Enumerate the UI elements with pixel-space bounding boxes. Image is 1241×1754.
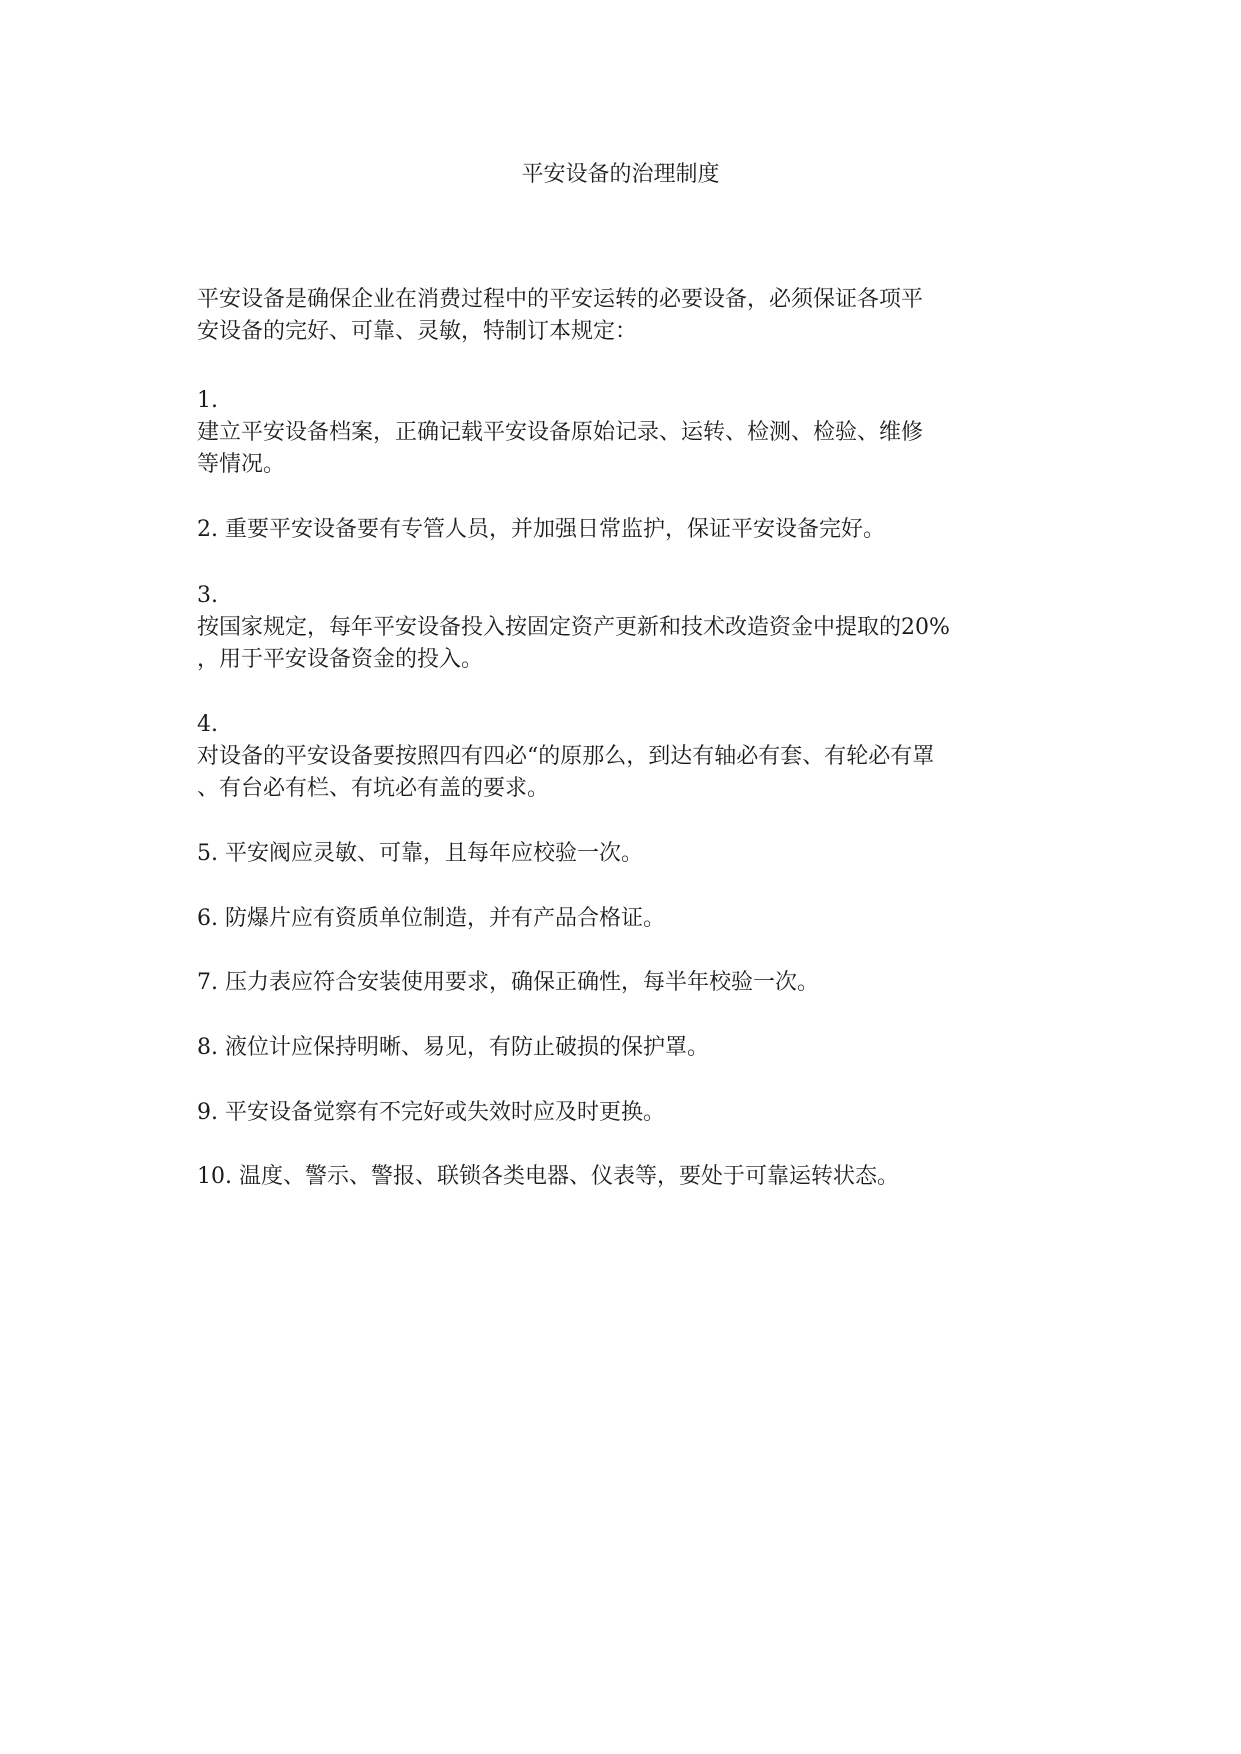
rule-item-8: 8. 液位计应保持明晰、易见，有防止破损的保护罩。 [197,1035,709,1060]
rule-item-7: 7. 压力表应符合安装使用要求，确保正确性，每半年校验一次。 [197,970,819,995]
rule-item-3: 3. 按国家规定，每年平安设备投入按固定资产更新和技术改造资金中提取的20% ，用于平安设备资金的投入。 [197,583,950,672]
rule-item-4: 4. 对设备的平安设备要按照四有四必“的原那么，到达有轴必有套、有轮必有罩 、有台必有栏、有坑必有盖的要求。 [197,712,935,801]
rule-item-2: 2. 重要平安设备要有专管人员，并加强日常监护，保证平安设备完好。 [197,517,885,542]
rule-item-9: 9. 平安设备觉察有不完好或失效时应及时更换。 [197,1100,665,1125]
rule-item-1: 1. 建立平安设备档案，正确记载平安设备原始记录、运转、检测、检验、维修 等情况。 [197,388,924,477]
intro-paragraph: 平安设备是确保企业在消费过程中的平安运转的必要设备，必须保证各项平 安设备的完好、可靠、灵敏，特制订本规定： [197,287,924,344]
rule-item-6: 6. 防爆片应有资质单位制造，并有产品合格证。 [197,906,665,931]
document-title: 平安设备的治理制度 [521,162,720,187]
rule-item-5: 5. 平安阀应灵敏、可靠，且每年应校验一次。 [197,841,643,866]
rule-item-10: 10. 温度、警示、警报、联锁各类电器、仪表等，要处于可靠运转状态。 [197,1164,899,1189]
